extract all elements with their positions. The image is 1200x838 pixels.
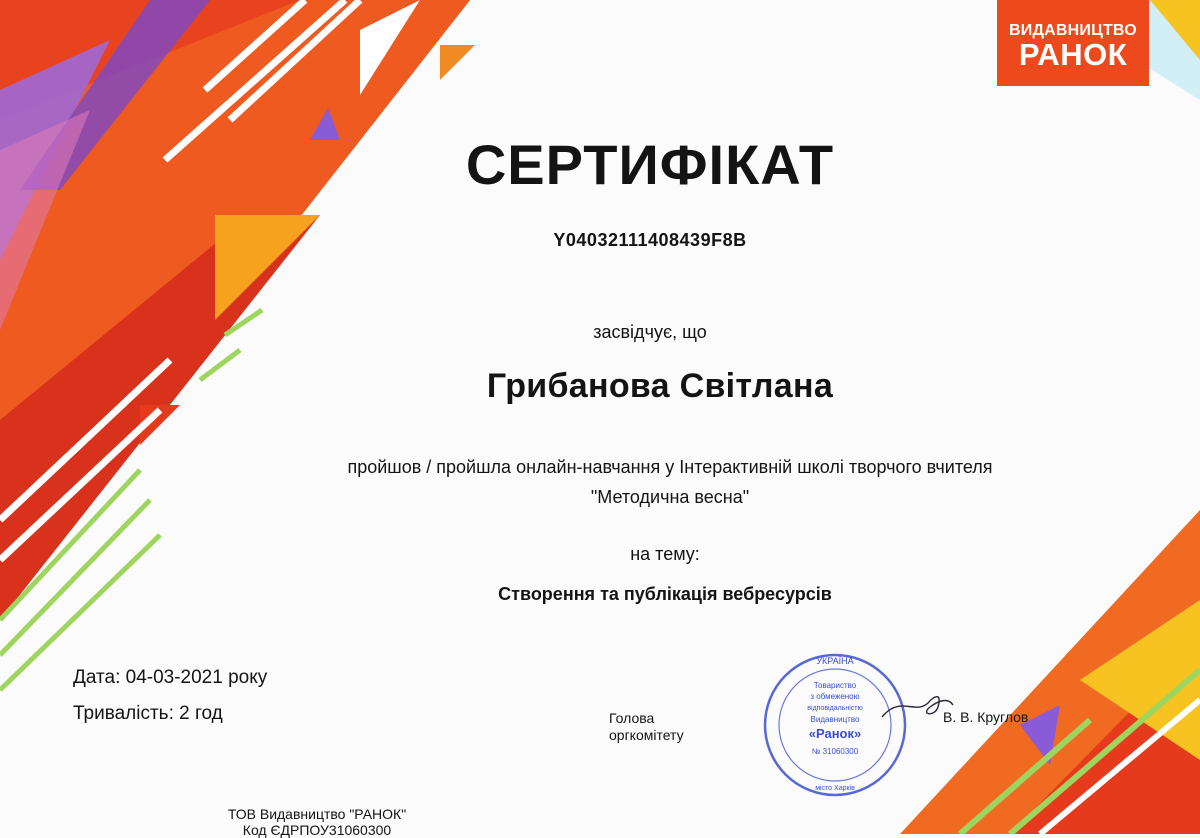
stamp-bottom-text: місто Харків: [815, 785, 855, 792]
certificate-code: Y04032111408439F8B: [553, 230, 747, 250]
footer: [197, 806, 437, 838]
description-line2: "Методична весна": [590, 487, 750, 507]
position-line1: Голова: [609, 710, 655, 726]
stamp-line-1: Товариство: [813, 681, 857, 690]
topic-label: на тему:: [630, 544, 700, 564]
date-text: Дата: 04-03-2021 року: [73, 667, 268, 688]
amber-triangle: [215, 215, 320, 320]
footer-line2: Код ЄДРПОУ31060300: [242, 822, 392, 838]
stamp-outer-text: УКРАЇНА: [816, 656, 854, 666]
stamp-line-5: «Ранок»: [808, 726, 862, 741]
certifies-text: засвідчує, що: [593, 322, 707, 342]
footer-line1: ТОВ Видавництво "РАНОК": [227, 806, 407, 822]
stamp-line-4: Видавництво: [810, 715, 860, 724]
stamp-line-3: відповідальністю: [807, 705, 863, 712]
topic-title: Створення та публікація вебресурсів: [498, 584, 832, 604]
stamp-line-6: № 31060300: [811, 747, 859, 756]
stamp-line-2: з обмеженою: [810, 692, 860, 701]
course-description: [240, 452, 1100, 512]
signer-name: В. В. Круглов: [943, 709, 1029, 725]
ranok-logo: [997, 0, 1149, 86]
logo-line1: ВИДАВНИЦТВО: [1009, 22, 1137, 39]
recipient-name: Грибанова Світлана: [486, 367, 834, 405]
description-line1: пройшов / пройшла онлайн-навчання у Інтерактивній школі творчого вчителя: [347, 457, 993, 477]
logo-line2: РАНОК: [1018, 37, 1128, 72]
signer-position: [609, 710, 684, 744]
certificate-title: СЕРТИФІКАТ: [465, 133, 835, 196]
duration-text: Тривалість: 2 год: [73, 703, 223, 724]
position-line2: оргкомітету: [609, 727, 684, 743]
orange-top-triangle: [440, 45, 475, 80]
official-stamp: [760, 650, 910, 800]
